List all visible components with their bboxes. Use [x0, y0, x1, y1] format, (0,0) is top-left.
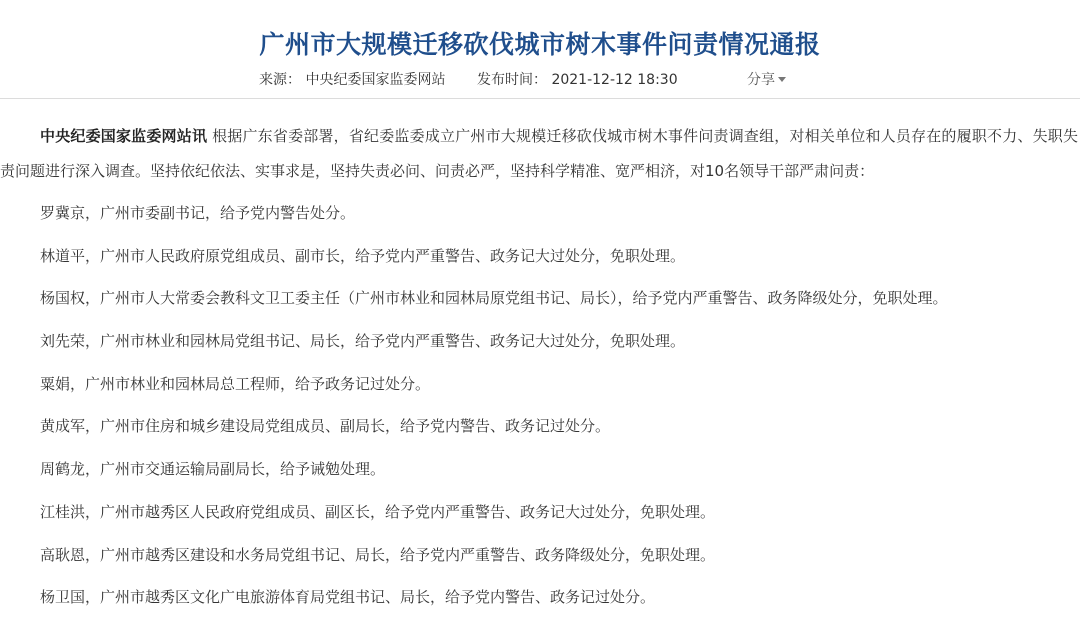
- lead-org-name: 中央纪委国家监委网站讯: [40, 127, 208, 145]
- list-item: 黄成军，广州市住房和城乡建设局党组成员、副局长，给予党内警告、政务记过处分。: [40, 417, 611, 436]
- list-item: 罗冀京，广州市委副书记，给予党内警告处分。: [40, 204, 356, 222]
- share-label: 分享: [747, 72, 775, 88]
- article-meta: [0, 62, 1080, 98]
- meta-divider: [0, 98, 1080, 99]
- list-item: 刘先荣，广州市林业和园林局党组书记、局长，给予党内严重警告、政务记大过处分，免职处理。: [40, 332, 686, 351]
- publish-time: 发布时间： 2021-12-12 18:30: [477, 72, 678, 88]
- list-item: 江桂洪，广州市越秀区人民政府党组成员、副区长，给予党内严重警告、政务记大过处分，免职处理。: [40, 502, 716, 521]
- list-item: 粟娟，广州市林业和园林局总工程师，给予政务记过处分。: [40, 374, 431, 393]
- lead-paragraph: [0, 119, 1078, 189]
- list-item: 杨国权，广州市人大常委会教科文卫工委主任（广州市林业和园林局原党组书记、局长），给予党内严重警告、政务降级处分，免职处理。: [40, 289, 948, 308]
- list-item: 林道平，广州市人民政府原党组成员、副市长，给予党内严重警告、政务记大过处分，免职处理。: [40, 246, 686, 265]
- share-button[interactable]: [747, 62, 786, 98]
- lead-text: 根据广东省委部署，省纪委监委成立广州市大规模迁移砍伐城市树木事件问责调查组，对相关单位和人员存在的履职不力、失职失责问题进行深入调查。坚持依纪依法、实事求是，坚持失责必问、问责必严，坚持科学精准、宽严相济，对10名领导干部严肃问责：: [0, 127, 1078, 180]
- list-item: 高耿恩，广州市越秀区建设和水务局党组书记、局长，给予党内严重警告、政务降级处分，免职处理。: [40, 545, 716, 564]
- list-item: 杨卫国，广州市越秀区文化广电旅游体育局党组书记、局长，给予党内警告、政务记过处分。: [40, 588, 656, 607]
- article-title: 广州市大规模迁移砍伐城市树木事件问责情况通报: [259, 29, 821, 59]
- accountability-list: [0, 196, 1078, 623]
- chevron-down-icon: [778, 77, 786, 82]
- list-item: 周鹤龙，广州市交通运输局副局长，给予诫勉处理。: [40, 460, 386, 479]
- source-label: 来源： 中央纪委国家监委网站: [259, 72, 446, 88]
